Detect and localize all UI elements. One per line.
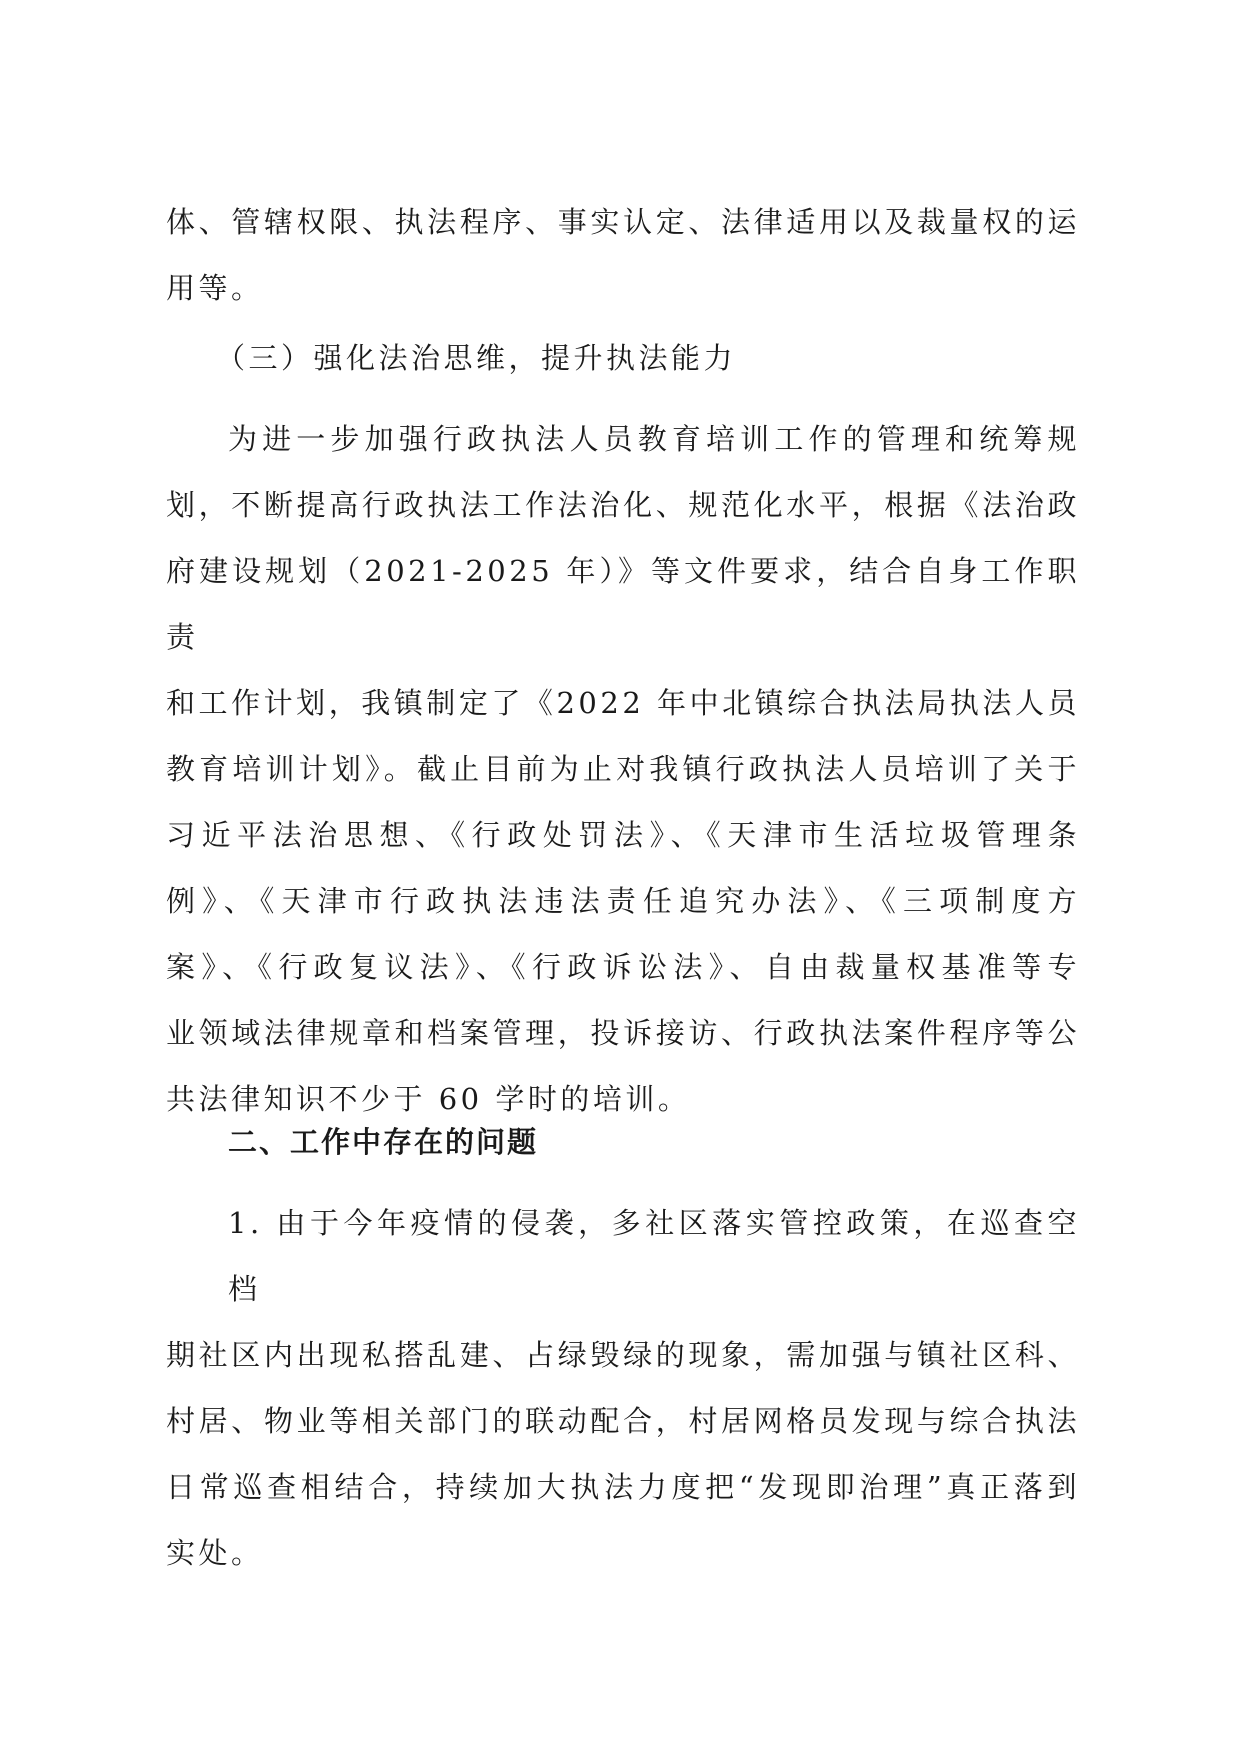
paragraph-line: 日常巡查相结合，持续加大执法力度把“发现即治理”真正落到: [166, 1470, 1080, 1504]
training-paragraph: [166, 406, 1080, 1132]
problem-1-paragraph: [166, 1190, 1080, 1586]
paragraph-line: 用等。: [166, 271, 264, 305]
section-2-heading: [166, 1109, 1080, 1175]
paragraph-line: 习近平法治思想、《行政处罚法》、《天津市生活垃圾管理条: [166, 818, 1080, 852]
paragraph-line: 教育培训计划》。截止目前为止对我镇行政执法人员培训了关于: [166, 752, 1080, 786]
section-heading-text: 二、工作中存在的问题: [228, 1125, 539, 1159]
paragraph-line: 府建设规划（2021-2025 年）》等文件要求，结合自身工作职责: [166, 554, 1080, 654]
paragraph-line: 实处。: [166, 1536, 264, 1570]
paragraph-line: 业领域法律规章和档案管理，投诉接访、行政执法案件程序等公: [166, 1016, 1080, 1050]
paragraph-line: 划，不断提高行政执法工作法治化、规范化水平，根据《法治政: [166, 488, 1080, 522]
paragraph-line: 1. 由于今年疫情的侵袭，多社区落实管控政策，在巡查空档: [228, 1206, 1080, 1306]
paragraph-line: 例》、《天津市行政执法违法责任追究办法》、《三项制度方: [166, 884, 1080, 918]
paragraph-line: 和工作计划，我镇制定了《2022 年中北镇综合执法局执法人员: [166, 686, 1080, 720]
continuation-paragraph: [166, 189, 1080, 321]
paragraph-line: 期社区内出现私搭乱建、占绿毁绿的现象，需加强与镇社区科、: [166, 1338, 1080, 1372]
paragraph-line: 共法律知识不少于 60 学时的培训。: [166, 1082, 691, 1116]
subheading-3: [166, 325, 1080, 391]
paragraph-line: 体、管辖权限、执法程序、事实认定、法律适用以及裁量权的运: [166, 205, 1080, 239]
paragraph-line: 村居、物业等相关部门的联动配合，村居网格员发现与综合执法: [166, 1404, 1080, 1438]
paragraph-line: 为进一步加强行政执法人员教育培训工作的管理和统筹规: [228, 422, 1080, 456]
subheading-text: （三）强化法治思维，提升执法能力: [216, 341, 737, 375]
paragraph-line: 案》、《行政复议法》、《行政诉讼法》、自由裁量权基准等专: [166, 950, 1080, 984]
